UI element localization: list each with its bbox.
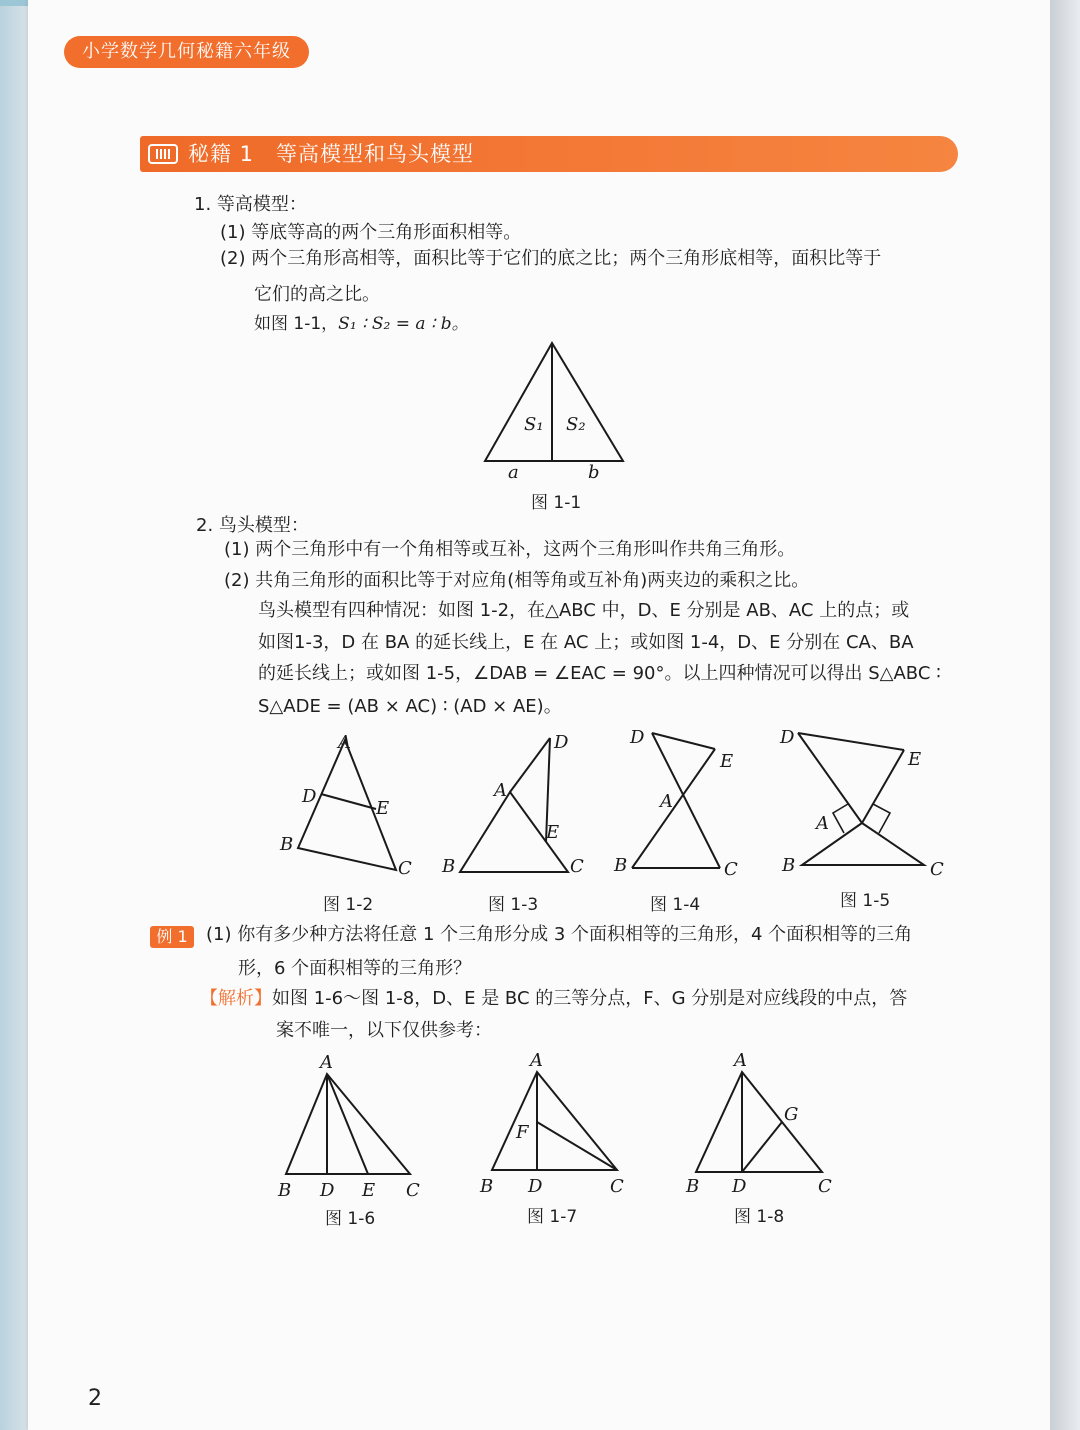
figure-1-8	[680, 1048, 840, 1203]
fig-1-3-label-a: A	[494, 780, 507, 801]
analysis-line2: 案不唯一，以下仅供参考：	[276, 1020, 492, 1041]
fig-1-5-right-angle-eac	[873, 804, 890, 833]
page-number: 2	[88, 1386, 102, 1411]
fig-1-5-line-ea	[862, 750, 904, 823]
part2-item2: (2) 共角三角形的面积比等于对应角(相等角或互补角)两夹边的乘积之比。	[224, 570, 810, 591]
part1-example-formula: S₁ ∶ S₂ = a ∶ b。	[338, 314, 469, 334]
fig-1-7-label-d: D	[528, 1176, 543, 1197]
fig-1-1-caption: 图 1-1	[531, 493, 582, 513]
fig-1-1-label-s2: S₂	[566, 414, 586, 435]
fig-1-7-triangle-abc	[492, 1072, 617, 1170]
fig-1-7-caption: 图 1-7	[527, 1207, 578, 1227]
fig-1-5-right-angle-dab	[833, 804, 848, 833]
example-1-tag: 例 1	[150, 926, 194, 948]
part2-paragraph-line1: 鸟头模型有四种情况：如图 1-2，在△ABC 中，D、E 分别是 AB、AC 上的点；或	[258, 600, 910, 621]
fig-1-5-label-d: D	[780, 727, 795, 748]
figure-1-1	[480, 338, 630, 483]
fig-1-3-label-b: B	[442, 856, 456, 877]
figure-1-5	[778, 725, 948, 880]
section-title: 秘籍 1 等高模型和鸟头模型	[188, 142, 475, 166]
fig-1-8-label-b: B	[686, 1176, 700, 1197]
part2-heading: 2. 鸟头模型：	[196, 515, 309, 536]
book-icon	[148, 144, 178, 164]
fig-1-2-label-b: B	[280, 834, 294, 855]
fig-1-2-label-d: D	[302, 786, 317, 807]
part1-example-prefix: 如图 1-1，	[254, 314, 339, 334]
fig-1-3-label-c: C	[570, 856, 584, 877]
part2-item1: (1) 两个三角形中有一个角相等或互补，这两个三角形叫作共角三角形。	[224, 539, 796, 560]
part2-paragraph-line4: S△ADE = (AB × AC) ∶ (AD × AE)。	[258, 696, 562, 717]
fig-1-5-segment-de	[798, 733, 904, 750]
figure-1-7	[476, 1048, 636, 1203]
fig-1-2-label-c: C	[398, 858, 412, 879]
scan-left-edge	[0, 0, 28, 1430]
fig-1-5-label-b: B	[782, 855, 796, 876]
fig-1-1-triangle	[485, 343, 623, 461]
fig-1-4-label-b: B	[614, 855, 628, 876]
figure-1-2	[278, 730, 418, 880]
fig-1-6-caption: 图 1-6	[325, 1209, 376, 1229]
figure-1-4	[612, 725, 762, 880]
fig-1-4-line-eb	[632, 749, 715, 868]
fig-1-8-label-g: G	[784, 1104, 799, 1125]
analysis-tag: 【解析】	[200, 988, 272, 1009]
fig-1-6-label-b: B	[278, 1180, 292, 1201]
fig-1-1-label-s1: S₁	[524, 414, 544, 435]
fig-1-2-label-e: E	[376, 798, 390, 819]
part2-paragraph-line3: 的延长线上；或如图 1-5，∠DAB = ∠EAC = 90°。以上四种情况可以得出 S△ABC ∶	[258, 663, 941, 684]
part1-heading: 1. 等高模型：	[194, 194, 307, 215]
fig-1-5-line-da	[798, 733, 862, 823]
fig-1-5-caption: 图 1-5	[840, 891, 891, 911]
fig-1-8-caption: 图 1-8	[734, 1207, 785, 1227]
part2-paragraph-line2: 如图1-3，D 在 BA 的延长线上，E 在 AC 上；或如图 1-4，D、E 分别在 CA、BA	[258, 632, 914, 653]
fig-1-4-label-c: C	[724, 859, 738, 880]
fig-1-4-label-a: A	[660, 791, 673, 812]
fig-1-7-label-b: B	[480, 1176, 494, 1197]
fig-1-4-caption: 图 1-4	[650, 895, 701, 915]
part1-item1: (1) 等底等高的两个三角形面积相等。	[220, 222, 522, 243]
fig-1-6-label-a: A	[320, 1052, 333, 1073]
fig-1-3-label-d: D	[554, 732, 569, 753]
fig-1-4-label-e: E	[720, 751, 734, 772]
fig-1-4-label-d: D	[630, 727, 645, 748]
scan-right-edge	[1050, 0, 1080, 1430]
fig-1-7-segment-fc	[537, 1122, 617, 1170]
fig-1-3-caption: 图 1-3	[488, 895, 539, 915]
figure-1-3	[440, 730, 590, 880]
figure-1-6	[272, 1048, 432, 1203]
fig-1-7-label-f: F	[516, 1122, 529, 1143]
fig-1-1-label-b: b	[588, 462, 600, 483]
example-1-analysis	[200, 986, 907, 1012]
example-1-question-line1: (1) 你有多少种方法将任意 1 个三角形分成 3 个面积相等的三角形，4 个面积相等的三角	[206, 924, 913, 945]
fig-1-8-label-c: C	[818, 1176, 832, 1197]
example-1-question-line2: 形，6 个面积相等的三角形？	[238, 958, 472, 979]
fig-1-2-caption: 图 1-2	[323, 895, 374, 915]
fig-1-6-label-d: D	[320, 1180, 335, 1201]
book-title-badge: 小学数学几何秘籍六年级	[64, 36, 309, 68]
fig-1-6-segment-ae	[327, 1074, 368, 1174]
fig-1-8-label-a: A	[734, 1050, 747, 1071]
fig-1-6-label-e: E	[362, 1180, 376, 1201]
fig-1-3-label-e: E	[546, 822, 560, 843]
fig-1-5-label-c: C	[930, 859, 944, 880]
fig-1-2-label-a: A	[338, 732, 351, 753]
part1-item2-line2: 它们的高之比。	[254, 284, 380, 305]
part1-example	[254, 311, 469, 337]
fig-1-5-label-a: A	[816, 813, 829, 834]
fig-1-7-label-a: A	[530, 1050, 543, 1071]
fig-1-8-label-d: D	[732, 1176, 747, 1197]
fig-1-4-segment-de	[652, 733, 715, 749]
section-header	[140, 136, 958, 172]
part1-item2-line1: (2) 两个三角形高相等，面积比等于它们的底之比；两个三角形底相等，面积比等于	[220, 248, 882, 269]
analysis-line1: 如图 1-6～图 1-8，D、E 是 BC 的三等分点，F、G 分别是对应线段的中点，答	[272, 988, 908, 1009]
fig-1-7-label-c: C	[610, 1176, 624, 1197]
fig-1-8-segment-dg	[742, 1122, 782, 1172]
fig-1-5-label-e: E	[908, 749, 922, 770]
fig-1-3-extension-ad	[510, 738, 550, 792]
fig-1-6-label-c: C	[406, 1180, 420, 1201]
fig-1-1-label-a: a	[508, 462, 519, 483]
fig-1-8-triangle-abc	[696, 1072, 822, 1172]
